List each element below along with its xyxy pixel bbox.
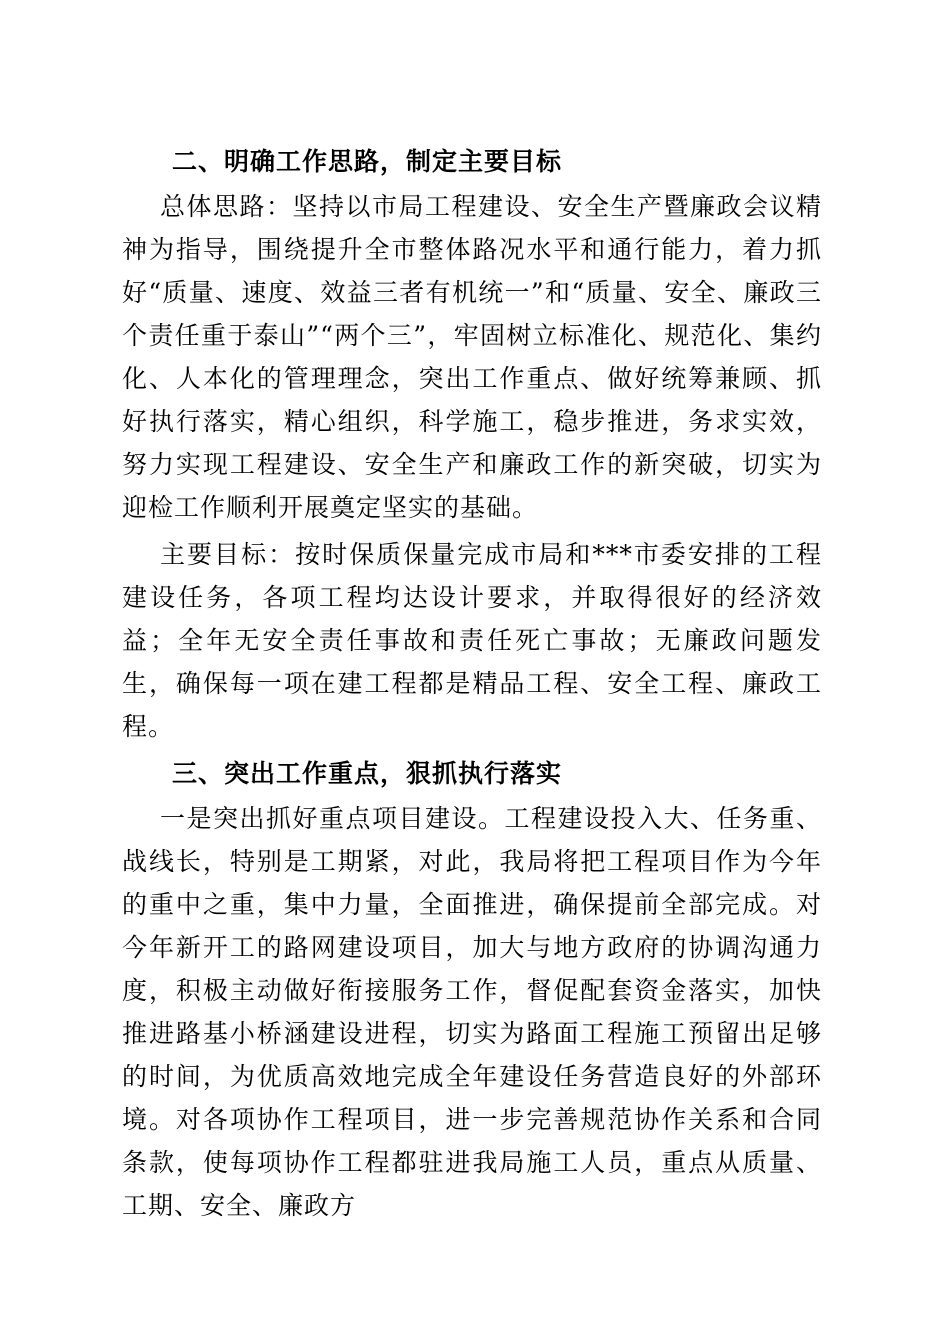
paragraph-main-goals: 主要目标：按时保质保量完成市局和***市委安排的工程建设任务，各项工程均达设计要求，并取得很好的经济效益；全年无安全责任事故和责任死亡事故；无廉政问题发生，确保每一项在建工程都是精品工程、安全工程、廉政工程。 — [122, 540, 822, 741]
section-heading-3: 三、突出工作重点，狠抓执行落实 — [172, 759, 563, 788]
document-body — [122, 140, 822, 1231]
paragraph-key-projects: 一是突出抓好重点项目建设。工程建设投入大、任务重、战线长，特别是工期紧，对此，我局将把工程项目作为今年的重中之重，集中力量，全面推进，确保提前全部完成。对今年新开工的路网建设项目，加大与地方政府的协调沟通力度，积极主动做好衔接服务工作，督促配套资金落实，加快推进路基小桥涵建设进程，切实为路面工程施工预留出足够的时间，为优质高效地完成全年建设任务营造良好的外部环境。对各项协作工程项目，进一步完善规范协作关系和合同条款，使每项协作工程都驻进我局施工人员，重点从质量、工期、安全、廉政方 — [122, 804, 822, 1220]
section-heading-2: 二、明确工作思路，制定主要目标 — [172, 147, 563, 176]
paragraph-overall-approach: 总体思路：坚持以市局工程建设、安全生产暨廉政会议精神为指导，围绕提升全市整体路况水平和通行能力，着力抓好“质量、速度、效益三者有机统一”和“质量、安全、廉政三个责任重于泰山”“两个三”，牢固树立标准化、规范化、集约化、人本化的管理理念，突出工作重点、做好统筹兼顾、抓好执行落实，精心组织，科学施工，稳步推进，务求实效，努力实现工程建设、安全生产和廉政工作的新突破，切实为迎检工作顺利开展奠定坚实的基础。 — [122, 192, 822, 522]
